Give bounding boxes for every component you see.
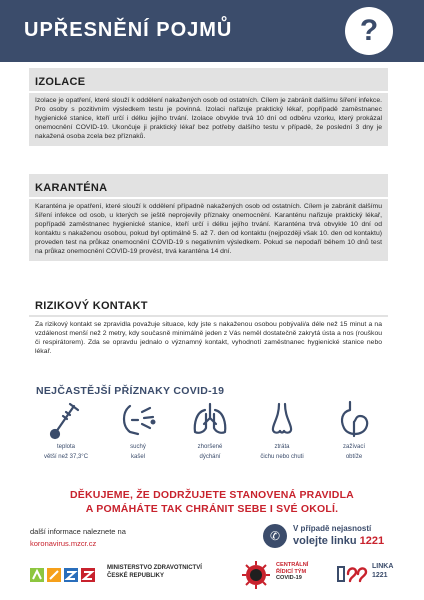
symptom-smell xyxy=(252,398,312,461)
cough-icon xyxy=(118,398,158,442)
lungs-icon xyxy=(190,398,230,442)
nose-icon xyxy=(262,398,302,442)
page-title: UPŘESNĚNÍ POJMŮ xyxy=(24,19,233,41)
symptom-label-1: teplota xyxy=(56,444,75,450)
thermometer-icon xyxy=(46,398,86,442)
symptom-label-2: čichu nebo chuti xyxy=(260,453,304,460)
symptom-label-1: zhoršené xyxy=(197,444,223,450)
section-title: IZOLACE xyxy=(29,74,388,93)
symptom-cough xyxy=(108,398,168,461)
symptom-label-1: suchý xyxy=(130,444,146,450)
symptom-label-2: kašel xyxy=(130,453,145,460)
footer xyxy=(0,556,424,596)
crt-line-2: ŘÍDICÍ TÝM xyxy=(276,568,307,575)
symptom-label-2: větší než 37,3°C xyxy=(43,453,89,460)
info-text: další informace naleznete na xyxy=(30,527,126,536)
hotline-logo-text xyxy=(372,563,393,580)
website-link[interactable]: koronavirus.mzcr.cz xyxy=(30,539,97,548)
ministry-line-1: MINISTERSTVO ZDRAVOTNICTVÍ xyxy=(107,565,202,571)
symptom-fever xyxy=(36,398,96,461)
info-hotline xyxy=(293,523,384,547)
hotline-text-1: V případě nejasností xyxy=(293,524,372,533)
linka-line-1: LINKA xyxy=(372,563,394,570)
header-bar xyxy=(0,0,424,62)
hotline-text-2: volejte linku xyxy=(293,535,357,547)
hotline-logo-icon xyxy=(336,563,370,585)
hotline-number[interactable]: 1221 xyxy=(359,535,385,547)
info-website xyxy=(30,526,126,550)
section-rizikovy-kontakt xyxy=(29,292,388,362)
ministry-name xyxy=(107,564,202,580)
thanks-line-2: A POMÁHÁTE TAK CHRÁNIT SEBE I SVÉ OKOLÍ. xyxy=(85,503,339,515)
section-text: Izolace je opatření, které slouží k oddělení nakažených osob od ostatních. Cílem je zabránit dalšímu šíření infekce. Pro osoby s pozitivním výsledkem testu je povinná. Izolaci nařizuje praktický lékař, popřípadě zaměstnanec hygienické stanice, kteří určí i délku jejího trvání. Izolace obvykle trvá 10 dní od odběru vzorku, který prokázal onemocnění COVID-19. Ukončuje ji praktický lékař bez potřeby dalšího testu v případě, že poslední 3 dny je nakažená osoba zcela bez příznaků. xyxy=(35,97,382,140)
ministry-line-2: ČESKÉ REPUBLIKY xyxy=(107,573,165,579)
symptom-label-1: zažívací xyxy=(342,444,365,450)
section-text: Karanténa je opatření, které slouží k oddělení případně nakažených osob od ostatních. Cílem je zabránit dalšímu šíření infekce od osob, u kterých se ještě neprojevily příznaky onemocnění. Karanténu nařizuje praktický lékař, popřípadě zaměstnanec hygienické stanice, kteří určí i délku jejího trvání. Karanténa trvá obvykle 10 dní od kontaktu s nakaženou osobou, pokud byl optimálně 5. až 7. den od kontaktu (nejpozději však 10. den od kontaktu) proveden test na průkaz onemocnění COVID-19 s negativním výsledkem. Pokud se nepodaří během 10 dnů test na průkaz onemocnění COVID-19 provést, trvá karanténa 14 dní. xyxy=(35,203,382,255)
ministry-logo-icon xyxy=(30,566,102,584)
symptoms-row xyxy=(36,398,386,472)
thanks-message xyxy=(0,488,424,516)
symptom-label-2: obtíže xyxy=(345,453,363,460)
section-karantena xyxy=(29,174,388,261)
thanks-line-1: DĚKUJEME, ŽE DODRŽUJETE STANOVENÁ PRAVIDLA xyxy=(70,489,354,501)
symptom-breathing xyxy=(180,398,240,461)
symptom-label-1: ztráta xyxy=(274,444,290,450)
symptoms-title: NEJČASTĚJŠÍ PŘÍZNAKY COVID-19 xyxy=(36,385,225,397)
section-title: KARANTÉNA xyxy=(29,180,388,199)
crt-line-1: CENTRÁLNÍ xyxy=(276,562,309,568)
section-izolace xyxy=(29,68,388,146)
linka-line-2: 1221 xyxy=(372,571,388,579)
crt-line-3: COVID-19 xyxy=(276,575,302,582)
section-text: Za rizikový kontakt se zpravidla považuje situace, kdy jste s nakaženou osobou pobývali/a déle než 15 minut a na vzdálenost menší než 2 metry, kdy současně minimálně jeden z Vás neměl dostatečně zakrytá ústa a nos (rouškou či respirátorem). Zda se opravdu jednalo o významný kontakt, vyhodnotí zaměstnanec hygienické stanice nebo lékař. xyxy=(35,321,382,355)
symptom-digestive xyxy=(324,398,384,461)
section-title: RIZIKOVÝ KONTAKT xyxy=(29,298,388,317)
phone-icon: ✆ xyxy=(263,524,287,548)
stomach-icon xyxy=(334,398,374,442)
crt-name xyxy=(276,562,308,582)
virus-logo-icon xyxy=(240,559,272,591)
symptom-label-2: dýchání xyxy=(199,453,221,460)
question-mark-icon: ? xyxy=(345,7,393,55)
